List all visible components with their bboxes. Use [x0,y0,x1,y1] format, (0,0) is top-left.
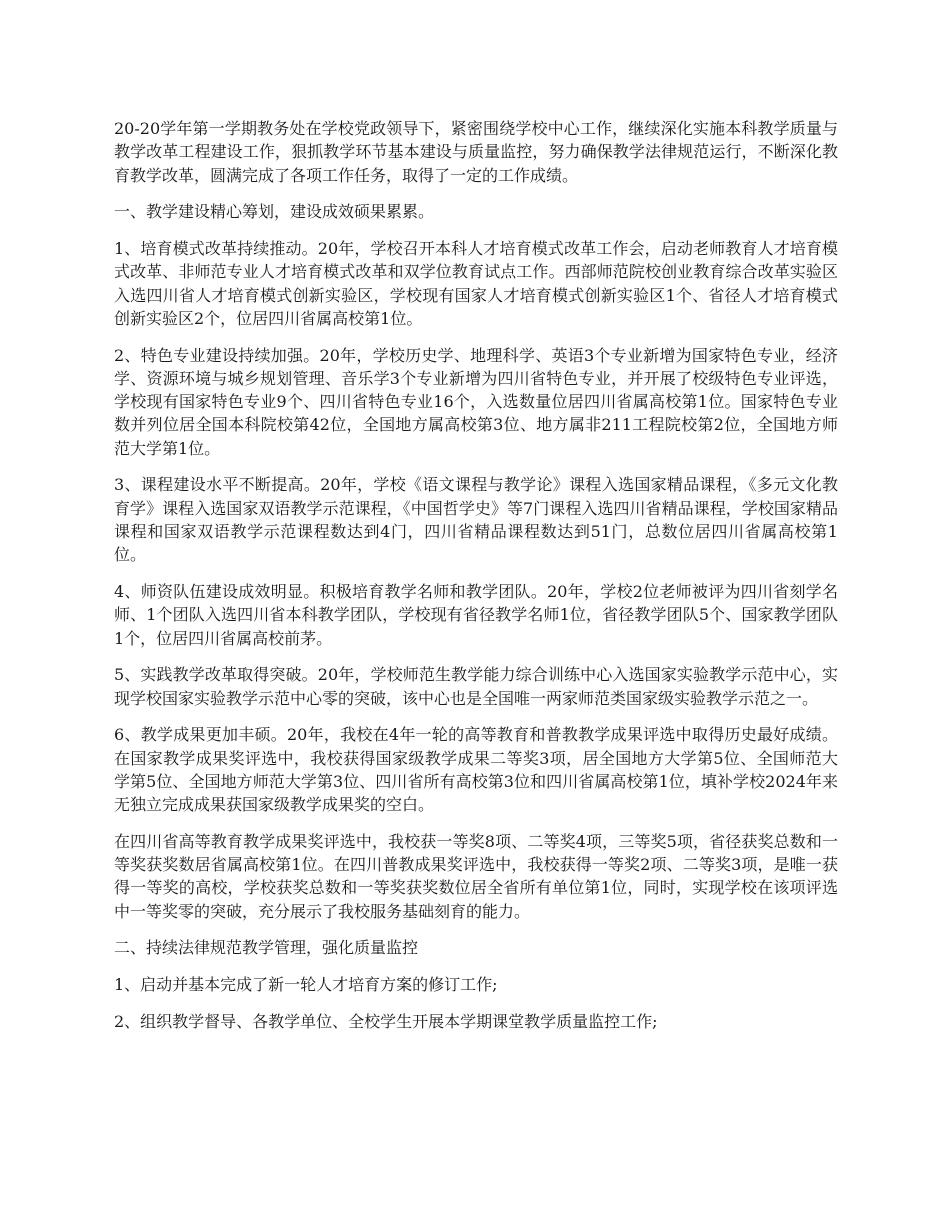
document-body [114,117,838,1033]
paragraph-1-2: 2、特色专业建设持续加强。20年，学校历史学、地理科学、英语3个专业新增为国家特色专业，经济学、资源环境与城乡规划管理、音乐学3个专业新增为四川省特色专业，并开展了校级特色专业评选，学校现有国家特色专业9个、四川省特色专业16个，入选数量位居四川省属高校第1位。国家特色专业数并列位居全国本科院校第42位，全国地方属高校第3位、地方属非211工程院校第2位，全国地方师范大学第1位。 [114,345,838,458]
section-heading-2: 二、持续法律规范教学管理，强化质量监控 [114,938,419,958]
paragraph-1-3: 3、课程建设水平不断提高。20年，学校《语文课程与教学论》课程入选国家精品课程，《多元文化教育学》课程入选国家双语教学示范课程，《中国哲学史》等7门课程入选四川省精品课程，学校国家精品课程和国家双语教学示范课程数达到4门，四川省精品课程数达到51门，总数位居四川省属高校第1位。 [114,475,838,565]
paragraph-1-5: 5、实践教学改革取得突破。20年，学校师范生教学能力综合训练中心入选国家实验教学示范中心，实现学校国家实验教学示范中心零的突破，该中心也是全国唯一两家师范类国家级实验教学示范之一。 [114,665,838,708]
paragraph-1-1: 1、培育模式改革持续推动。20年，学校召开本科人才培育模式改革工作会，启动老师教育人才培育模式改革、非师范专业人才培育模式改革和双学位教育试点工作。西部师范院校创业教育综合改革实验区入选四川省人才培育模式创新实验区，学校现有国家人才培育模式创新实验区1个、省径人才培育模式创新实验区2个，位居四川省属高校第1位。 [114,238,838,328]
intro-paragraph: 20-20学年第一学期教务处在学校党政领导下，紧密围绕学校中心工作，继续深化实施本科教学质量与教学改革工程建设工作，狠抓教学环节基本建设与质量监控，努力确保教学法律规范运行，不断深化教育教学改革，圆满完成了各项工作任务，取得了一定的工作成绩。 [114,119,838,185]
paragraph-2-2: 2、组织教学督导、各教学单位、全校学生开展本学期课堂教学质量监控工作; [114,1011,658,1031]
paragraph-1-4: 4、师资队伍建设成效明显。积极培育教学名师和教学团队。20年，学校2位老师被评为四川省刻学名师、1个团队入选四川省本科教学团队，学校现有省径教学名师1位，省径教学团队5个、国家教学团队1个，位居四川省属高校前茅。 [114,582,838,648]
paragraph-2-1: 1、启动并基本完成了新一轮人才培育方案的修订工作; [114,975,498,995]
paragraph-1-6: 6、教学成果更加丰硕。20年，我校在4年一轮的高等教育和普教教学成果评选中取得历史最好成绩。在国家教学成果奖评选中，我校获得国家级教学成果二等奖3项，居全国地方大学第5位、全国师范大学第5位、全国地方师范大学第3位、四川省所有高校第3位和四川省属高校第1位，填补学校2024年来无独立完成成果获国家级教学成果奖的空白。 [114,725,838,815]
section-heading-1: 一、教学建设精心筹划，建设成效硕果累累。 [114,202,435,222]
paragraph-1-6-continued: 在四川省高等教育教学成果奖评选中，我校获一等奖8项、二等奖4项，三等奖5项，省径获奖总数和一等奖获奖数居省属高校第1位。在四川普教成果奖评选中，我校获得一等奖2项、二等奖3项，是唯一获得一等奖的高校，学校获奖总数和一等奖获奖数位居全省所有单位第1位，同时，实现学校在该项评选中一等奖零的突破，充分展示了我校服务基础刻育的能力。 [114,831,838,921]
